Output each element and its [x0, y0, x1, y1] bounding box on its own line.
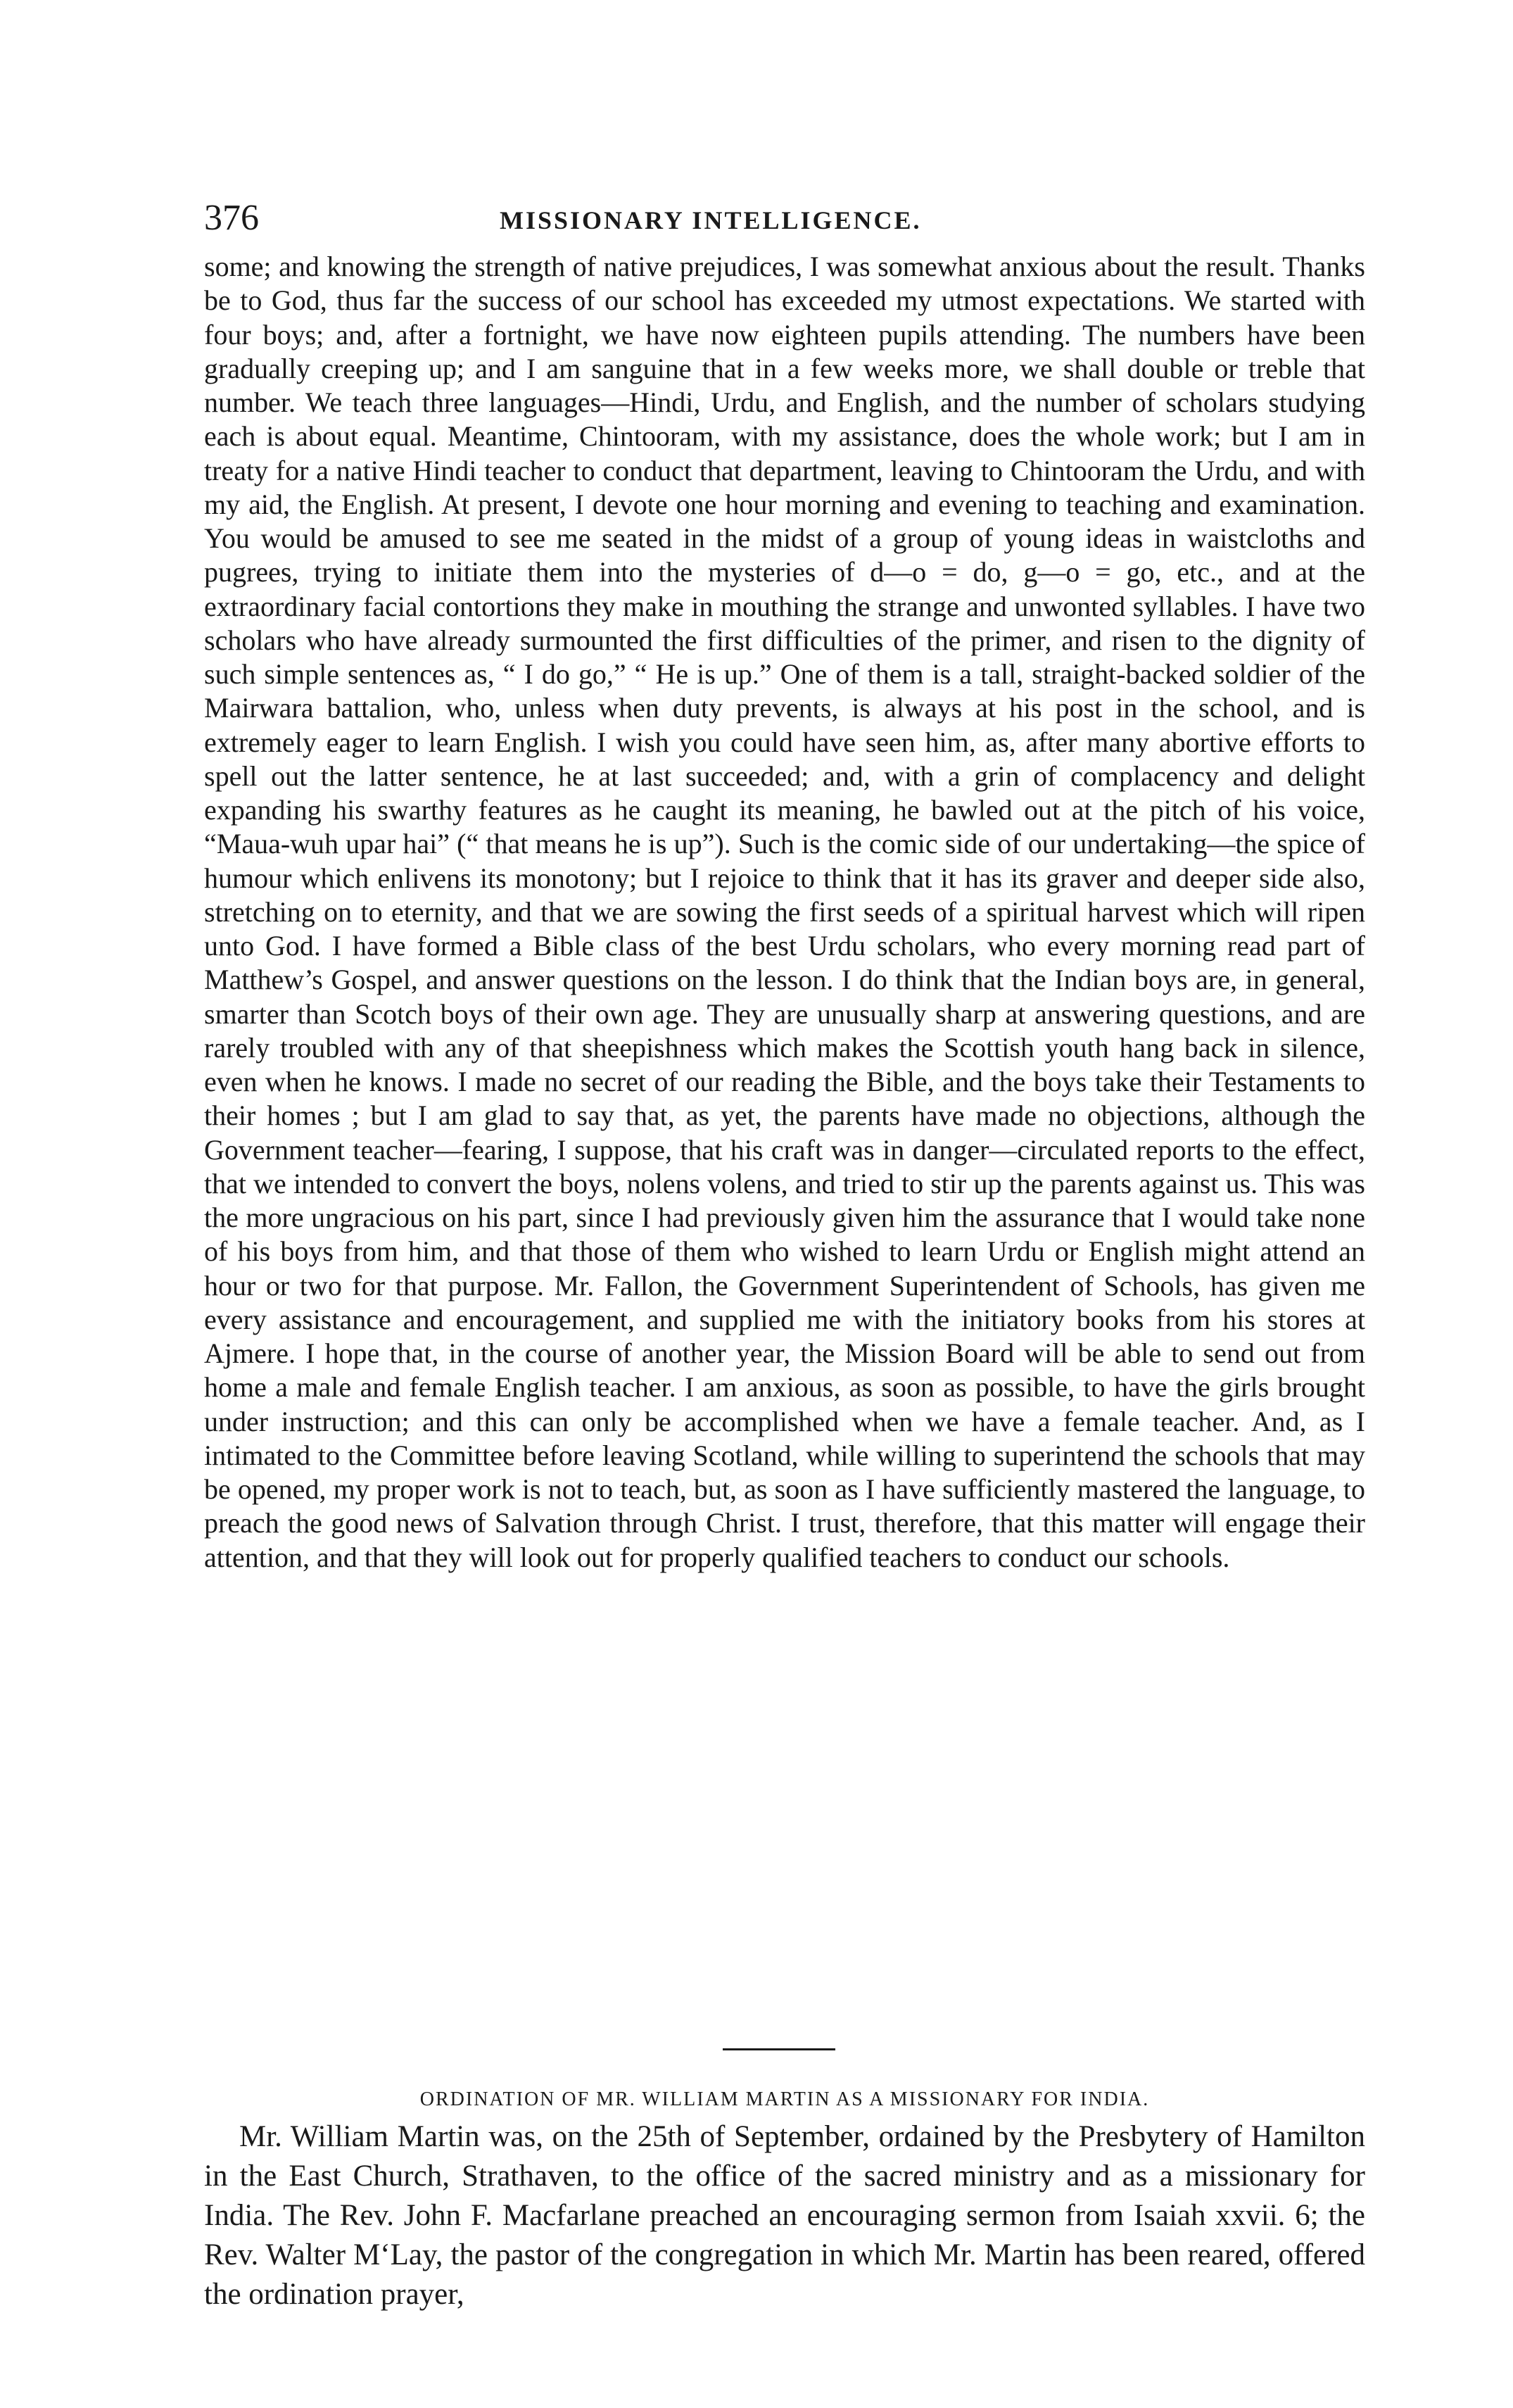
section-heading: ORDINATION OF MR. WILLIAM MARTIN AS A MISSIONARY FOR INDIA.	[419, 2088, 1150, 2110]
section-divider-rule	[723, 2048, 835, 2050]
page-number: 376	[204, 198, 259, 238]
section-paragraph: Mr. William Martin was, on the 25th of September, ordained by the Presbytery of Hamilton in the East Church, Strathaven, to the office of the sacred ministry and as a missionary for India. The Rev. John F. Macfarlane preached an encouraging sermon from Isaiah xxvii. 6; the Rev. Walter M‘Lay, the pastor of the congregation in which Mr. Martin has been reared, offered the ordination prayer,	[204, 2120, 1365, 2311]
header-title: MISSIONARY INTELLIGENCE.	[500, 206, 922, 234]
letter-body-paragraph: some; and knowing the strength of native prejudices, I was somewhat anxious about the result. Thanks be to God, thus far the success of our school has exceeded my utmost expectations. We started with four boys; and, after a fortnight, we have now eighteen pupils attending. The numbers have been gradually creeping up; and I am sanguine that in a few weeks more, we shall double or treble that number. We teach three languages—Hindi, Urdu, and English, and the number of scholars studying each is about equal. Meantime, Chintooram, with my assistance, does the whole work; but I am in treaty for a native Hindi teacher to conduct that department, leaving to Chintooram the Urdu, and with my aid, the English. At present, I devote one hour morning and evening to teaching and examination. You would be amused to see me seated in the midst of a group of young ideas in waistcloths and pugrees, trying to initiate them into the mysteries of d—o = do, g—o = go, etc., and at the extraordinary facial contortions they make in mouthing the strange and unwonted syllables. I have two scholars who have already surmounted the first difficulties of the primer, and risen to the dignity of such simple sentences as, “ I do go,” “ He is up.” One of them is a tall, straight-backed soldier of the Mairwara battalion, who, unless when duty prevents, is always at his post in the school, and is extremely eager to learn English. I wish you could have seen him, as, after many abortive efforts to spell out the latter sentence, he at last succeeded; and, with a grin of complacency and delight expanding his swarthy features as he caught its meaning, he bawled out at the pitch of his voice, “Maua-wuh upar hai” (“ that means he is up”). Such is the comic side of our undertaking—the spice of humour which enlivens its monotony; but I rejoice to think that it has its graver and deeper side also, stretching on to eternity, and that we are sowing the first seeds of a spiritual harvest which will ripen unto God. I have formed a Bible class of the best Urdu scholars, who every morning read part of Matthew’s Gospel, and answer questions on the lesson. I do think that the Indian boys are, in general, smarter than Scotch boys of their own age. They are unusually sharp at answering questions, and are rarely troubled with any of that sheepishness which makes the Scottish youth hang back in silence, even when he knows. I made no secret of our reading the Bible, and the boys take their Testaments to their homes ; but I am glad to say that, as yet, the parents have made no objections, although the Government teacher—fearing, I suppose, that his craft was in danger—circulated reports to the effect, that we intended to convert the boys, nolens volens, and tried to stir up the parents against us. This was the more ungracious on his part, since I had previously given him the assurance that I would take none of his boys from him, and that those of them who wished to learn Urdu or English might attend an hour or two for that purpose. Mr. Fallon, the Government Superintendent of Schools, has given me every assistance and encouragement, and supplied me with the initiatory books from his stores at Ajmere. I hope that, in the course of another year, the Mission Board will be able to send out from home a male and female English teacher. I am anxious, as soon as possible, to have the girls brought under instruction; and this can only be accomplished when we have a female teacher. And, as I intimated to the Committee before leaving Scotland, while willing to superintend the schools that may be opened, my proper work is not to teach, but, as soon as I have sufficiently mastered the language, to preach the good news of Salvation through Christ. I trust, therefore, that this matter will engage their attention, and that they will look out for properly qualified teachers to conduct our schools.	[204, 251, 1365, 1573]
running-head	[204, 194, 1365, 243]
